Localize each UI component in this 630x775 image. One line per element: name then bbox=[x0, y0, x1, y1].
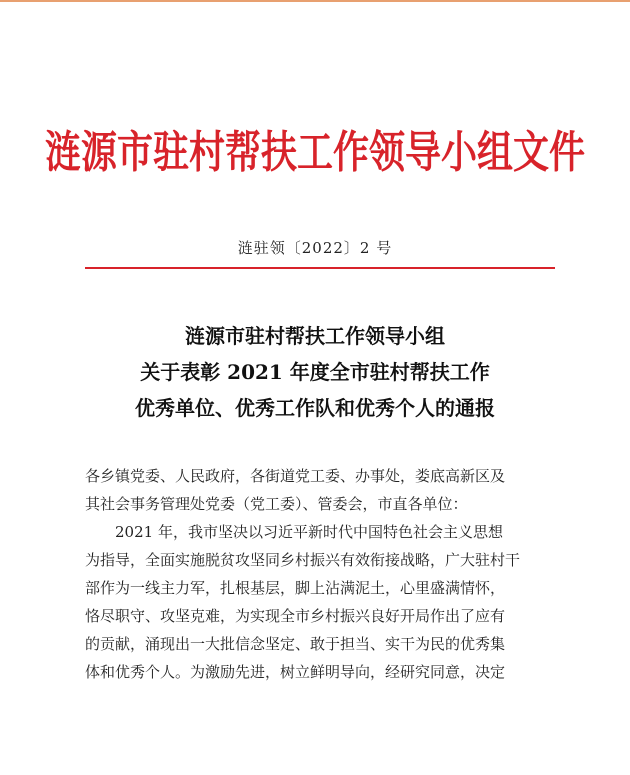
paragraph-line-5: 的贡献，涌现出一大批信念坚定、敢于担当、实干为民的优秀集 bbox=[85, 635, 506, 653]
top-border bbox=[0, 0, 630, 2]
recipients-line-1: 各乡镇党委、人民政府，各街道党工委、办事处，娄底高新区及 bbox=[85, 467, 506, 485]
paragraph-line-2: 为指导，全面实施脱贫攻坚同乡村振兴有效衔接战略，广大驻村干 bbox=[85, 551, 521, 569]
paragraph-line-1: 2021 年，我市坚决以习近平新时代中国特色社会主义思想 bbox=[115, 523, 503, 541]
issuer-title: 涟源市驻村帮扶工作领导小组文件 bbox=[44, 126, 585, 178]
paragraph-line-6: 体和优秀个人。为激励先进，树立鲜明导向，经研究同意，决定 bbox=[85, 663, 506, 681]
title-line-3: 优秀单位、优秀工作队和优秀个人的通报 bbox=[135, 396, 495, 420]
red-divider bbox=[85, 267, 555, 269]
body-text bbox=[85, 462, 555, 686]
notice-title bbox=[0, 318, 630, 426]
recipients-line-2: 其社会事务管理处党委（党工委）、管委会，市直各单位： bbox=[85, 495, 468, 513]
paragraph-line-4: 恪尽职守、攻坚克难，为实现全市乡村振兴良好开局作出了应有 bbox=[85, 607, 506, 625]
title-line-2: 关于表彰 2021 年度全市驻村帮扶工作 bbox=[140, 360, 490, 384]
document-number: 涟驻领〔2022〕2 号 bbox=[237, 239, 393, 257]
paragraph-line-3: 部作为一线主力军，扎根基层，脚上沾满泥土，心里盛满情怀， bbox=[85, 579, 506, 597]
title-line-1: 涟源市驻村帮扶工作领导小组 bbox=[185, 324, 445, 348]
